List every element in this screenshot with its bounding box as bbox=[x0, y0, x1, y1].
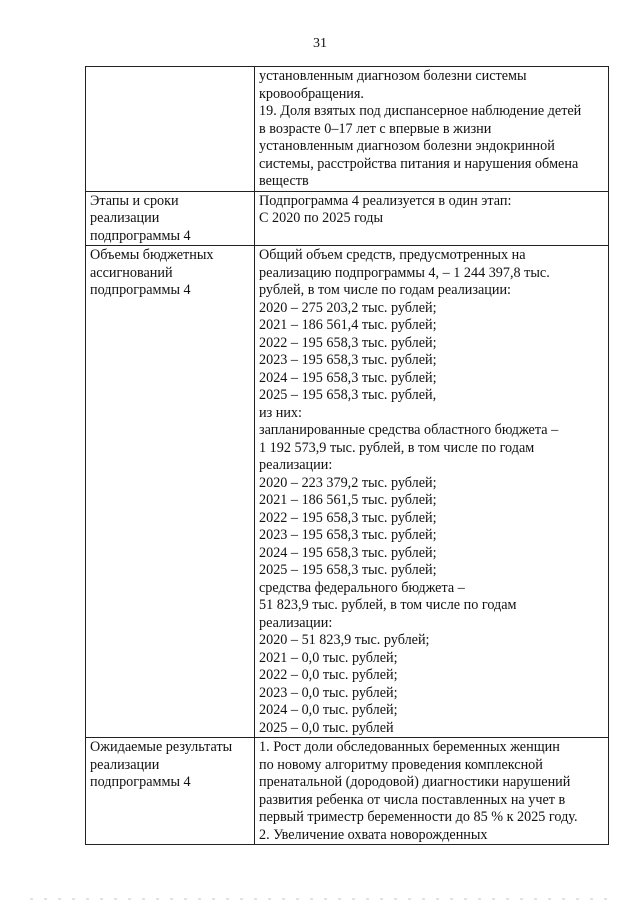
label-line: ассигнований bbox=[90, 264, 173, 281]
content-line: 2023 – 0,0 тыс. рублей; bbox=[259, 684, 398, 701]
row-content-cell bbox=[255, 738, 609, 845]
content-line: 2023 – 195 658,3 тыс. рублей; bbox=[259, 352, 437, 368]
content-line: 2021 – 0,0 тыс. рублей; bbox=[259, 649, 398, 666]
content-line: 2022 – 0,0 тыс. рублей; bbox=[259, 667, 398, 683]
label-line: подпрограммы 4 bbox=[90, 227, 191, 244]
label-line: Объемы бюджетных bbox=[90, 247, 214, 263]
content-line: 2025 – 195 658,3 тыс. рублей, bbox=[259, 387, 437, 403]
content-line: системы, расстройства питания и нарушения обмена bbox=[259, 155, 579, 172]
label-line: подпрограммы 4 bbox=[90, 774, 191, 790]
content-line: Подпрограмма 4 реализуется в один этап: bbox=[259, 192, 512, 209]
content-line: 2022 – 195 658,3 тыс. рублей; bbox=[259, 334, 437, 351]
content-line: 2021 – 186 561,4 тыс. рублей; bbox=[259, 317, 437, 333]
table-row bbox=[86, 191, 609, 246]
content-line: реализации: bbox=[259, 457, 333, 473]
content-line: запланированные средства областного бюджета – bbox=[259, 422, 559, 438]
table-row bbox=[86, 67, 609, 192]
table-row bbox=[86, 246, 609, 738]
content-line: Общий объем средств, предусмотренных на bbox=[259, 247, 526, 263]
content-line: 2020 – 51 823,9 тыс. рублей; bbox=[259, 632, 430, 648]
content-line: веществ bbox=[259, 173, 309, 189]
content-line: 2021 – 186 561,5 тыс. рублей; bbox=[259, 492, 437, 508]
row-label-cell bbox=[86, 738, 255, 845]
content-line: по новому алгоритму проведения комплексной bbox=[259, 756, 543, 773]
content-line: реализации: bbox=[259, 614, 333, 631]
content-line: 51 823,9 тыс. рублей, в том числе по годам bbox=[259, 597, 517, 613]
content-line: 19. Доля взятых под диспансерное наблюдение детей bbox=[259, 103, 582, 119]
row-label-cell bbox=[86, 67, 255, 192]
content-line: 2024 – 195 658,3 тыс. рублей; bbox=[259, 544, 437, 561]
content-line: реализацию подпрограммы 4, – 1 244 397,8 тыс. bbox=[259, 264, 550, 281]
content-line: средства федерального бюджета – bbox=[259, 579, 465, 596]
label-line: реализации bbox=[90, 210, 160, 226]
content-line: 2025 – 0,0 тыс. рублей bbox=[259, 719, 394, 736]
content-line: 2025 – 195 658,3 тыс. рублей; bbox=[259, 562, 437, 578]
page-number: 31 bbox=[313, 36, 327, 51]
subprogram-passport-table bbox=[85, 66, 609, 845]
content-line: 2023 – 195 658,3 тыс. рублей; bbox=[259, 527, 437, 543]
content-line: 2020 – 275 203,2 тыс. рублей; bbox=[259, 299, 437, 316]
row-label-cell bbox=[86, 246, 255, 738]
content-line: 2024 – 0,0 тыс. рублей; bbox=[259, 702, 398, 718]
label-line: Ожидаемые результаты bbox=[90, 739, 233, 755]
content-line: установленным диагнозом болезни системы bbox=[259, 68, 527, 84]
content-line: в возрасте 0–17 лет с впервые в жизни bbox=[259, 120, 492, 137]
content-line: пренатальной (дородовой) диагностики нарушений bbox=[259, 774, 571, 790]
content-line: 1 192 573,9 тыс. рублей, в том числе по годам bbox=[259, 439, 535, 456]
content-line: 1. Рост доли обследованных беременных женщин bbox=[259, 739, 560, 755]
row-content-cell bbox=[255, 191, 609, 246]
content-line: рублей, в том числе по годам реализации: bbox=[259, 282, 511, 298]
table-row bbox=[86, 738, 609, 845]
content-line: кровообращения. bbox=[259, 85, 364, 102]
content-line: С 2020 по 2025 годы bbox=[259, 210, 383, 226]
content-line: 2024 – 195 658,3 тыс. рублей; bbox=[259, 369, 437, 386]
content-line: 2. Увеличение охвата новорожденных bbox=[259, 826, 488, 843]
row-content-cell bbox=[255, 67, 609, 192]
row-label-cell bbox=[86, 191, 255, 246]
content-line: 2022 – 195 658,3 тыс. рублей; bbox=[259, 509, 437, 526]
content-line: 2020 – 223 379,2 тыс. рублей; bbox=[259, 474, 437, 491]
content-line: из них: bbox=[259, 404, 302, 421]
content-line: установленным диагнозом болезни эндокринной bbox=[259, 138, 555, 154]
content-line: первый триместр беременности до 85 % к 2025 году. bbox=[259, 809, 578, 825]
row-content-cell bbox=[255, 246, 609, 738]
label-line: подпрограммы 4 bbox=[90, 282, 191, 298]
label-line: реализации bbox=[90, 756, 160, 773]
content-line: развития ребенка от числа поставленных на учет в bbox=[259, 791, 566, 808]
label-line: Этапы и сроки bbox=[90, 192, 179, 209]
scan-artifact bbox=[30, 898, 610, 900]
